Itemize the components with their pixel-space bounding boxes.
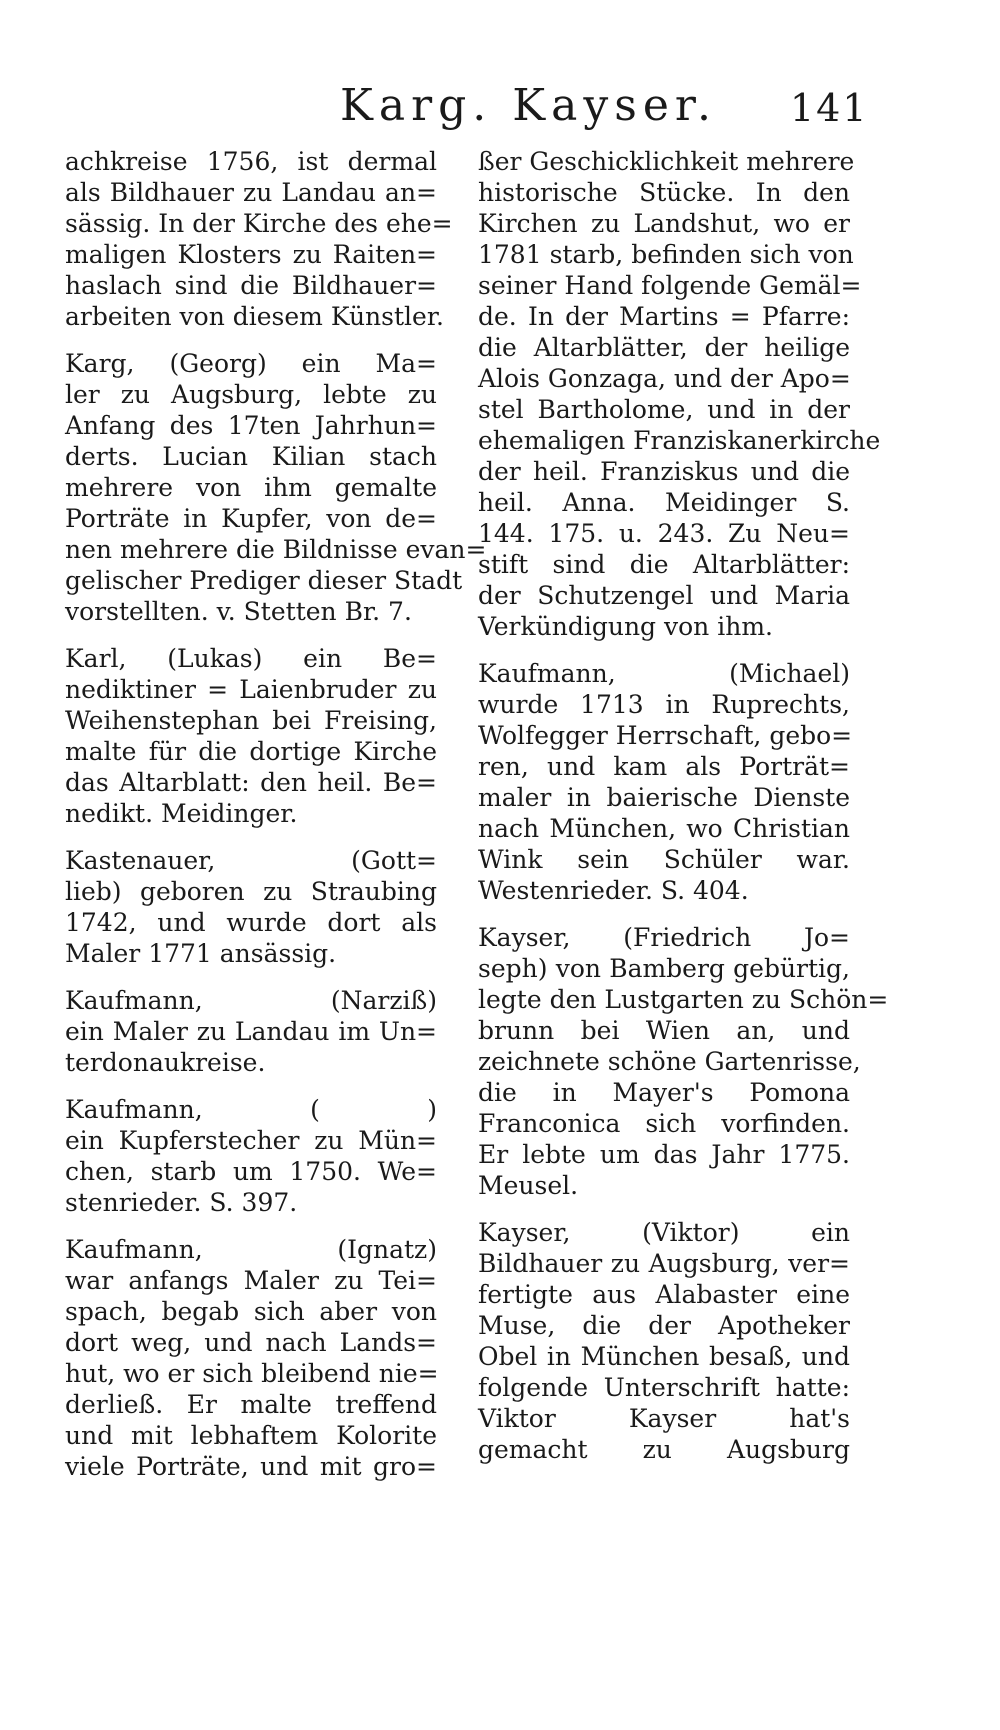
text-line: legte den Lustgarten zu Schön= [478,985,889,1014]
text-line: nediktiner = Laienbruder zu [65,675,437,704]
entry-gap [65,627,437,643]
text-line: 1742, und wurde dort als [65,908,437,937]
text-line: Kayser, (Viktor) ein [478,1218,850,1247]
text-line: seiner Hand folgende Gemäl= [478,271,862,300]
text-line: ein Maler zu Landau im Un= [65,1017,437,1046]
text-line: Karg, (Georg) ein Ma= [65,349,437,378]
entry-gap [478,906,850,922]
page-number: 141 [790,86,869,130]
left-column [65,146,487,1482]
text-line: ehemaligen Franziskanerkirche [478,426,881,455]
text-line: Er lebte um das Jahr 1775. [478,1140,850,1169]
text-line: Westenrieder. S. 404. [478,876,749,905]
text-line: zeichnete schöne Gartenrisse, [478,1047,861,1076]
text-line: heil. Anna. Meidinger S. [478,488,850,517]
text-line: stel Bartholome, und in der [478,395,850,424]
text-line: spach, begab sich aber von [65,1297,437,1326]
running-head: Karg. Kayser. [340,80,718,131]
text-line: wurde 1713 in Ruprechts, [478,690,850,719]
text-line: folgende Unterschrift hatte: [478,1373,850,1402]
right-column [478,146,889,1465]
text-line: terdonaukreise. [65,1048,266,1077]
text-line: brunn bei Wien an, und [478,1016,850,1045]
text-line: Kaufmann, ( ) [65,1095,437,1124]
entry-gap [478,642,850,658]
text-line: Anfang des 17ten Jahrhun= [65,411,437,440]
text-line: Kaufmann, (Ignatz) [65,1235,437,1264]
text-line: malte für die dortige Kirche [65,737,437,766]
text-line: das Altarblatt: den heil. Be= [65,768,437,797]
text-line: ren, und kam als Porträt= [478,752,850,781]
text-line: haslach sind die Bildhauer= [65,271,437,300]
text-line: als Bildhauer zu Landau an= [65,178,437,207]
text-line: Meusel. [478,1171,579,1200]
text-line: hut, wo er sich bleibend nie= [65,1359,439,1388]
text-line: lieb) geboren zu Straubing [65,877,437,906]
text-line: Viktor Kayser hat's [478,1404,850,1433]
text-line: arbeiten von diesem Künstler. [65,302,444,331]
text-line: die in Mayer's Pomona [478,1078,850,1107]
text-line: und mit lebhaftem Kolorite [65,1421,437,1450]
text-line: ßer Geschicklichkeit mehrere [478,147,855,176]
text-line: Maler 1771 ansässig. [65,939,337,968]
text-line: historische Stücke. In den [478,178,850,207]
text-line: die Altarblätter, der heilige [478,333,850,362]
text-line: Bildhauer zu Augsburg, ver= [478,1249,850,1278]
text-line: stenrieder. S. 397. [65,1188,298,1217]
text-line: Franconica sich vorfinden. [478,1109,850,1138]
text-line: ler zu Augsburg, lebte zu [65,380,437,409]
text-line: derließ. Er malte treffend [65,1390,437,1419]
text-line: ein Kupferstecher zu Mün= [65,1126,437,1155]
text-line: sässig. In der Kirche des ehe= [65,209,453,238]
text-line: Alois Gonzaga, und der Apo= [478,364,851,393]
text-line: nen mehrere die Bildnisse evan= [65,535,487,564]
text-line: der Schutzengel und Maria [478,581,850,610]
entry-gap [65,829,437,845]
text-line: maligen Klosters zu Raiten= [65,240,437,269]
text-line: Weihenstephan bei Freising, [65,706,437,735]
text-line: der heil. Franziskus und die [478,457,850,486]
text-line: achkreise 1756, ist dermal [65,147,437,176]
text-line: nach München, wo Christian [478,814,850,843]
entry-gap [65,1078,437,1094]
text-line: dort weg, und nach Lands= [65,1328,437,1357]
text-line: gelischer Prediger dieser Stadt [65,566,463,595]
text-line: Verkündigung von ihm. [478,612,773,641]
text-line: stift sind die Altarblätter: [478,550,850,579]
page-header [0,80,1000,140]
text-line: Kastenauer, (Gott= [65,846,437,875]
text-line: Karl, (Lukas) ein Be= [65,644,437,673]
text-line: gemacht zu Augsburg [478,1435,850,1464]
text-line: derts. Lucian Kilian stach [65,442,437,471]
text-line: maler in baierische Dienste [478,783,850,812]
text-line: war anfangs Maler zu Tei= [65,1266,437,1295]
text-line: de. In der Martins = Pfarre: [478,302,850,331]
text-line: Obel in München besaß, und [478,1342,850,1371]
text-line: mehrere von ihm gemalte [65,473,437,502]
entry-gap [65,969,437,985]
text-line: nedikt. Meidinger. [65,799,298,828]
text-line: Kaufmann, (Michael) [478,659,850,688]
text-line: 1781 starb, befinden sich von [478,240,854,269]
text-line: chen, starb um 1750. We= [65,1157,437,1186]
text-line: Kayser, (Friedrich Jo= [478,923,850,952]
text-line: Wink sein Schüler war. [478,845,850,874]
text-line: fertigte aus Alabaster eine [478,1280,850,1309]
text-line: Kaufmann, (Narziß) [65,986,437,1015]
text-line: vorstellten. v. Stetten Br. 7. [65,597,412,626]
text-line: Wolfegger Herrschaft, gebo= [478,721,853,750]
text-line: 144. 175. u. 243. Zu Neu= [478,519,850,548]
entry-gap [65,1218,437,1234]
text-line: Muse, die der Apotheker [478,1311,850,1340]
text-line: seph) von Bamberg gebürtig, [478,954,850,983]
text-line: Porträte in Kupfer, von de= [65,504,437,533]
entry-gap [478,1201,850,1217]
entry-gap [65,332,437,348]
text-line: Kirchen zu Landshut, wo er [478,209,850,238]
text-line: viele Porträte, und mit gro= [65,1452,437,1481]
